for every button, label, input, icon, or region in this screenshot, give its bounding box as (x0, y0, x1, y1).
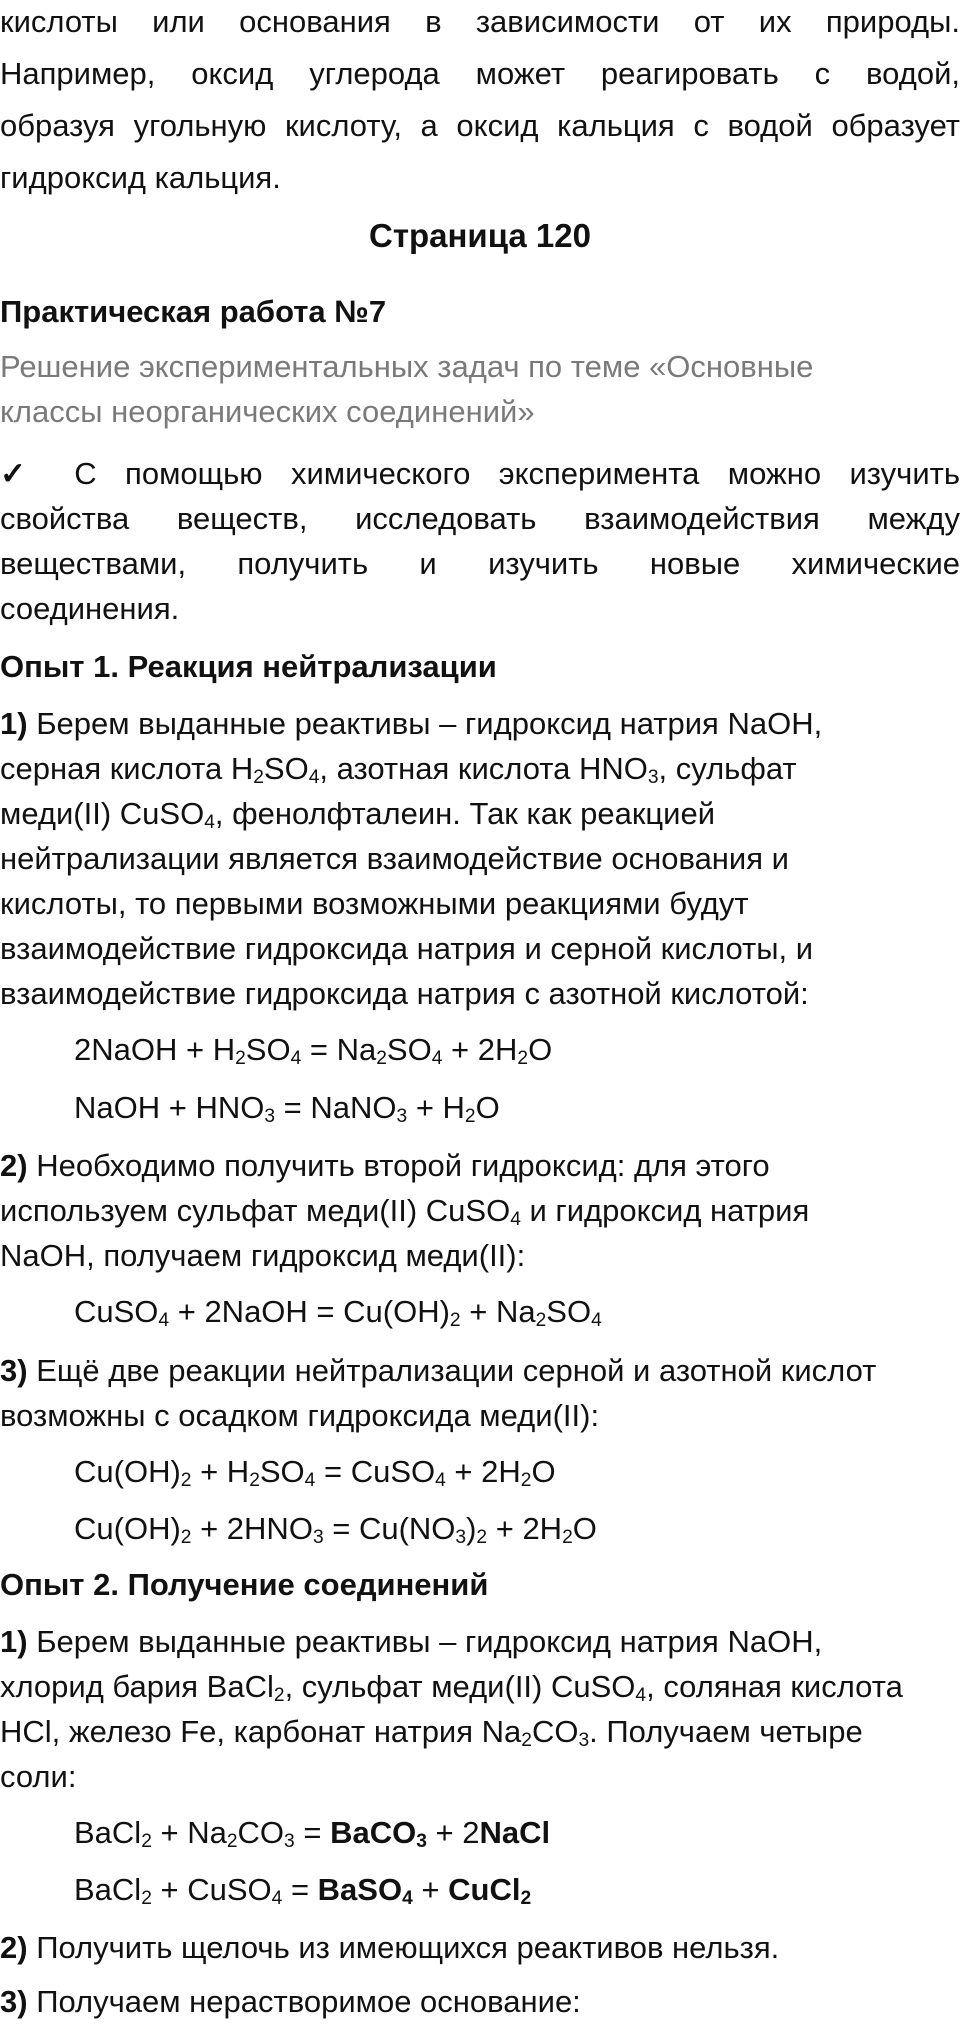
eq-part: O (572, 1511, 597, 1546)
subscript: 4 (591, 1310, 602, 1332)
exp2-step1-number: 1) (0, 1624, 28, 1659)
subscript: 3 (264, 1106, 276, 1128)
exp1-title: Опыт 1. Реакция нейтрализации (0, 649, 497, 684)
subscript: 4 (308, 767, 320, 789)
eq-part: Cu(OH) (74, 1454, 181, 1489)
exp1-step1-line-7: взаимодействие гидроксида натрия с азотной кислотой: (0, 976, 809, 1011)
text-span: Получить щелочь из имеющихся реактивов нельзя. (27, 1930, 780, 1965)
subscript: 4 (304, 1470, 316, 1492)
exp1-step1-line-3 (0, 791, 960, 836)
subscript: 2 (180, 1527, 192, 1549)
eq-part: SO (245, 1032, 291, 1067)
work-intro-line-3: веществами, получить и изучить новые химические (0, 546, 960, 581)
eq-part: + H (407, 1090, 465, 1125)
eq-part: + 2NaOH = Cu(OH) (169, 1294, 450, 1329)
subscript: 4 (271, 1888, 283, 1910)
equation-3 (74, 1290, 602, 1334)
subscript: 2 (562, 1527, 573, 1549)
subscript: 2 (464, 1106, 476, 1128)
eq-part: 2NaOH + H (74, 1032, 236, 1067)
subscript: 4 (204, 812, 215, 834)
exp1-step3-number: 3) (0, 1353, 28, 1388)
subscript: 3 (284, 1831, 295, 1853)
equation-2 (74, 1086, 500, 1130)
exp1-step1-number: 1) (0, 706, 28, 741)
text-span: и гидроксид натрия (520, 1193, 810, 1228)
intro-paragraph-2 (0, 52, 960, 96)
work-intro-line-4: соединения. (0, 591, 180, 626)
subscript: 2 (521, 1730, 532, 1752)
exp1-step1-line-2 (0, 746, 960, 791)
eq-part: = CuSO (315, 1454, 436, 1489)
text-span: , сульфат (658, 751, 797, 786)
subscript: 3 (416, 1831, 427, 1853)
text-span: HCl, железо Fe, карбонат натрия Na (0, 1714, 522, 1749)
eq-part: + 2H (442, 1032, 518, 1067)
text-span: меди(II) CuSO (0, 796, 205, 831)
text-span: , соляная кислота (646, 1669, 903, 1704)
eq-part: + 2 (426, 1815, 480, 1850)
exp2-title: Опыт 2. Получение соединений (0, 1567, 489, 1602)
exp2-step3-line-1 (0, 1979, 960, 2024)
eq-part: = (282, 1872, 318, 1907)
eq-part: SO (546, 1294, 592, 1329)
exp2-step1-line-1 (0, 1619, 960, 1664)
subscript: 4 (635, 1685, 647, 1707)
eq-part: + 2H (487, 1511, 563, 1546)
text-span: серная кислота H (0, 751, 254, 786)
subscript: 2 (141, 1888, 152, 1910)
eq-part: + CuSO (151, 1872, 272, 1907)
text-span: , фенолфталеин. Так как реакцией (214, 796, 716, 831)
intro-line-1: кислоты или основания в зависимости от их природы. (0, 4, 960, 39)
exp1-step3-line-1 (0, 1348, 960, 1393)
exp2-step3-number: 3) (0, 1984, 28, 2019)
equation-5 (74, 1507, 597, 1551)
subscript: 4 (431, 1048, 443, 1070)
eq-part: NaOH + HNO (74, 1090, 265, 1125)
equation-4 (74, 1450, 556, 1494)
eq-part: ) (466, 1511, 477, 1546)
intro-paragraph-4 (0, 156, 960, 200)
work-subtitle-line-1: Решение экспериментальных задач по теме «Основные (0, 349, 814, 384)
exp2-step1-line-3 (0, 1709, 960, 1754)
text-span: используем сульфат меди(II) CuSO (0, 1193, 511, 1228)
exp1-step1-line-6: взаимодействие гидроксида натрия и серной кислоты, и (0, 931, 814, 966)
text-span: . Получаем четыре (589, 1714, 863, 1749)
subscript: 2 (535, 1310, 547, 1332)
eq-part: + Na (460, 1294, 536, 1329)
intro-line-3: образуя угольную кислоту, а оксид кальция с водой образует (0, 108, 960, 143)
eq-part: O (475, 1090, 500, 1125)
subscript: 3 (647, 767, 659, 789)
exp1-step1-line-1 (0, 701, 960, 746)
exp1-step2-number: 2) (0, 1148, 28, 1183)
text-span: SO (263, 751, 309, 786)
exp1-step1-text: Берем выданные реактивы – гидроксид натрия NaOH, (27, 706, 823, 741)
intro-line-2: Например, оксид углерода может реагировать с водой, (0, 56, 960, 91)
exp2-step2-number: 2) (0, 1930, 28, 1965)
subscript: 4 (510, 1209, 521, 1231)
intro-paragraph (0, 0, 960, 44)
eq-part: BaCl (74, 1815, 142, 1850)
eq-part: = Na (301, 1032, 377, 1067)
text-span: , азотная кислота HNO (319, 751, 648, 786)
work-intro-text-1: С помощью химического эксперимента можно изучить (74, 456, 960, 491)
work-intro-line-1 (0, 452, 960, 496)
text-span: , сульфат меди(II) CuSO (284, 1669, 636, 1704)
work-subtitle-line-2: классы неорганических соединений» (0, 394, 535, 429)
intro-line-4: гидроксид кальция. (0, 160, 281, 195)
subscript: 2 (476, 1527, 488, 1549)
subscript: 3 (396, 1106, 408, 1128)
eq-part-bold: CuCl (448, 1872, 521, 1907)
exp2-step1-line-2 (0, 1664, 960, 1709)
check-mark-icon: ✓ (0, 456, 46, 491)
subscript: 4 (158, 1310, 170, 1332)
subscript: 4 (402, 1888, 413, 1910)
text-span: Получаем нерастворимое основание: (27, 1984, 581, 2019)
work-intro-line-2: свойства веществ, исследовать взаимодействия между (0, 501, 960, 536)
eq-part-bold: BaSO (317, 1872, 403, 1907)
subscript: 2 (449, 1310, 461, 1332)
intro-paragraph-3 (0, 104, 960, 148)
text-span: Ещё две реакции нейтрализации серной и азотной кислот (27, 1353, 877, 1388)
equation-6 (74, 1811, 550, 1855)
exp1-step1-line-4: нейтрализации является взаимодействие основания и (0, 841, 789, 876)
subscript: 4 (290, 1048, 302, 1070)
exp1-step2-line-1 (0, 1143, 960, 1188)
subscript: 2 (226, 1831, 238, 1853)
work-title: Практическая работа №7 (0, 294, 387, 329)
subscript: 2 (273, 1685, 285, 1707)
eq-part: + H (191, 1454, 250, 1489)
subscript: 3 (455, 1527, 467, 1549)
subscript: 2 (376, 1048, 387, 1070)
equation-1 (74, 1028, 552, 1072)
exp1-step1-line-5: кислоты, то первыми возможными реакциями будут (0, 886, 749, 921)
eq-part: + Na (151, 1815, 227, 1850)
exp1-step2-line-3: NaOH, получаем гидроксид меди(II): (0, 1238, 526, 1273)
subscript: 2 (249, 1470, 260, 1492)
eq-part: CuSO (74, 1294, 159, 1329)
subscript: 2 (520, 1888, 532, 1910)
eq-part: = (294, 1815, 331, 1850)
subscript: 2 (253, 767, 264, 789)
eq-part: SO (259, 1454, 305, 1489)
eq-part: O (528, 1032, 553, 1067)
eq-part: + (412, 1872, 449, 1907)
subscript: 3 (312, 1527, 324, 1549)
subscript: 3 (578, 1730, 590, 1752)
subscript: 2 (235, 1048, 246, 1070)
exp2-step1-line-4: соли: (0, 1759, 77, 1794)
subscript: 2 (141, 1831, 152, 1853)
eq-part: = Cu(NO (323, 1511, 456, 1546)
eq-part: = NaNO (275, 1090, 397, 1125)
subscript: 4 (435, 1470, 446, 1492)
page-title: Страница 120 (369, 217, 591, 254)
exp1-step2-line-2 (0, 1188, 960, 1233)
eq-part: Cu(OH) (74, 1511, 181, 1546)
exp1-step3-line-2: возможны с осадком гидроксида меди(II): (0, 1398, 600, 1433)
eq-part: O (531, 1454, 556, 1489)
eq-part-bold: NaCl (479, 1815, 551, 1850)
eq-part: + 2HNO (191, 1511, 313, 1546)
text-span: хлорид бария BaCl (0, 1669, 274, 1704)
subscript: 2 (517, 1048, 529, 1070)
text-span: Берем выданные реактивы – гидроксид натрия NaOH, (27, 1624, 823, 1659)
subscript: 2 (520, 1470, 532, 1492)
eq-part: + 2H (445, 1454, 521, 1489)
eq-part-bold: BaCO (330, 1815, 417, 1850)
equation-7 (74, 1868, 531, 1912)
eq-part: BaCl (74, 1872, 142, 1907)
text-span: Необходимо получить второй гидроксид: для этого (27, 1148, 770, 1183)
text-span: CO (531, 1714, 579, 1749)
subscript: 2 (180, 1470, 192, 1492)
eq-part: CO (237, 1815, 285, 1850)
exp2-step2-line-1 (0, 1925, 960, 1970)
eq-part: SO (386, 1032, 432, 1067)
